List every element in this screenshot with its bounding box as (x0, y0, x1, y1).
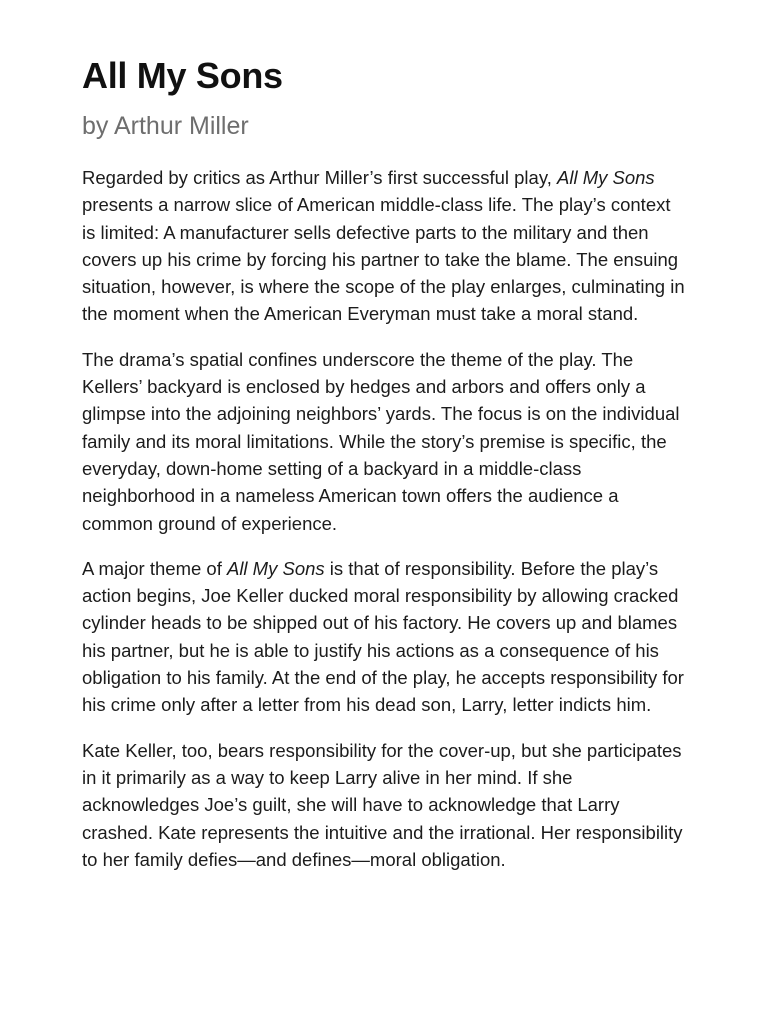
paragraph-text: presents a narrow slice of American middle-class life. The play’s context is limited: A manufacturer sells defective parts to the military and then covers up his crime by forcing his partner to take the blame. The ensuing situation, however, is where the scope of the play enlarges, culminating in the moment when the American Everyman must take a moral stand. (82, 194, 685, 325)
paragraph (82, 346, 686, 537)
paragraph-text: is that of responsibility. Before the play’s action begins, Joe Keller ducked moral responsibility by allowing cracked cylinder heads to be shipped out of his factory. He covers up and blames his partner, but he is able to justify his actions as a consequence of his obligation to his family. At the end of the play, he accepts responsibility for his crime only after a letter from his dead son, Larry, letter indicts him. (82, 557, 684, 716)
paragraph (82, 737, 686, 873)
paragraph-text: A major theme of (82, 557, 227, 579)
italic-title-text: All My Sons (557, 167, 655, 188)
paragraph (82, 164, 686, 328)
article-title: All My Sons (82, 55, 283, 96)
article-body (82, 164, 686, 873)
paragraph (82, 555, 686, 719)
paragraph-text: Regarded by critics as Arthur Miller’s first successful play, (82, 167, 557, 188)
paragraph-text: The drama’s spatial confines underscore the theme of the play. The Kellers’ backyard is enclosed by hedges and arbors and offers only a glimpse into the adjoining neighbors’ yards. The focus is on the individual family and its moral limitations. While the story’s premise is specific, the everyday, down-home setting of a backyard in a middle-class neighborhood in a nameless American town offers the audience a common ground of experience. (82, 348, 680, 534)
italic-title-text: All My Sons (226, 557, 325, 579)
article-byline: by Arthur Miller (82, 112, 249, 140)
paragraph-text: Kate Keller, too, bears responsibility for the cover-up, but she participates in it primarily as a way to keep Larry alive in her mind. If she acknowledges Joe’s guilt, she will have to acknowledge that Larry crashed. Kate represents the intuitive and the irrational. Her responsibility to her family defies—and defines—moral obligation. (82, 739, 683, 870)
